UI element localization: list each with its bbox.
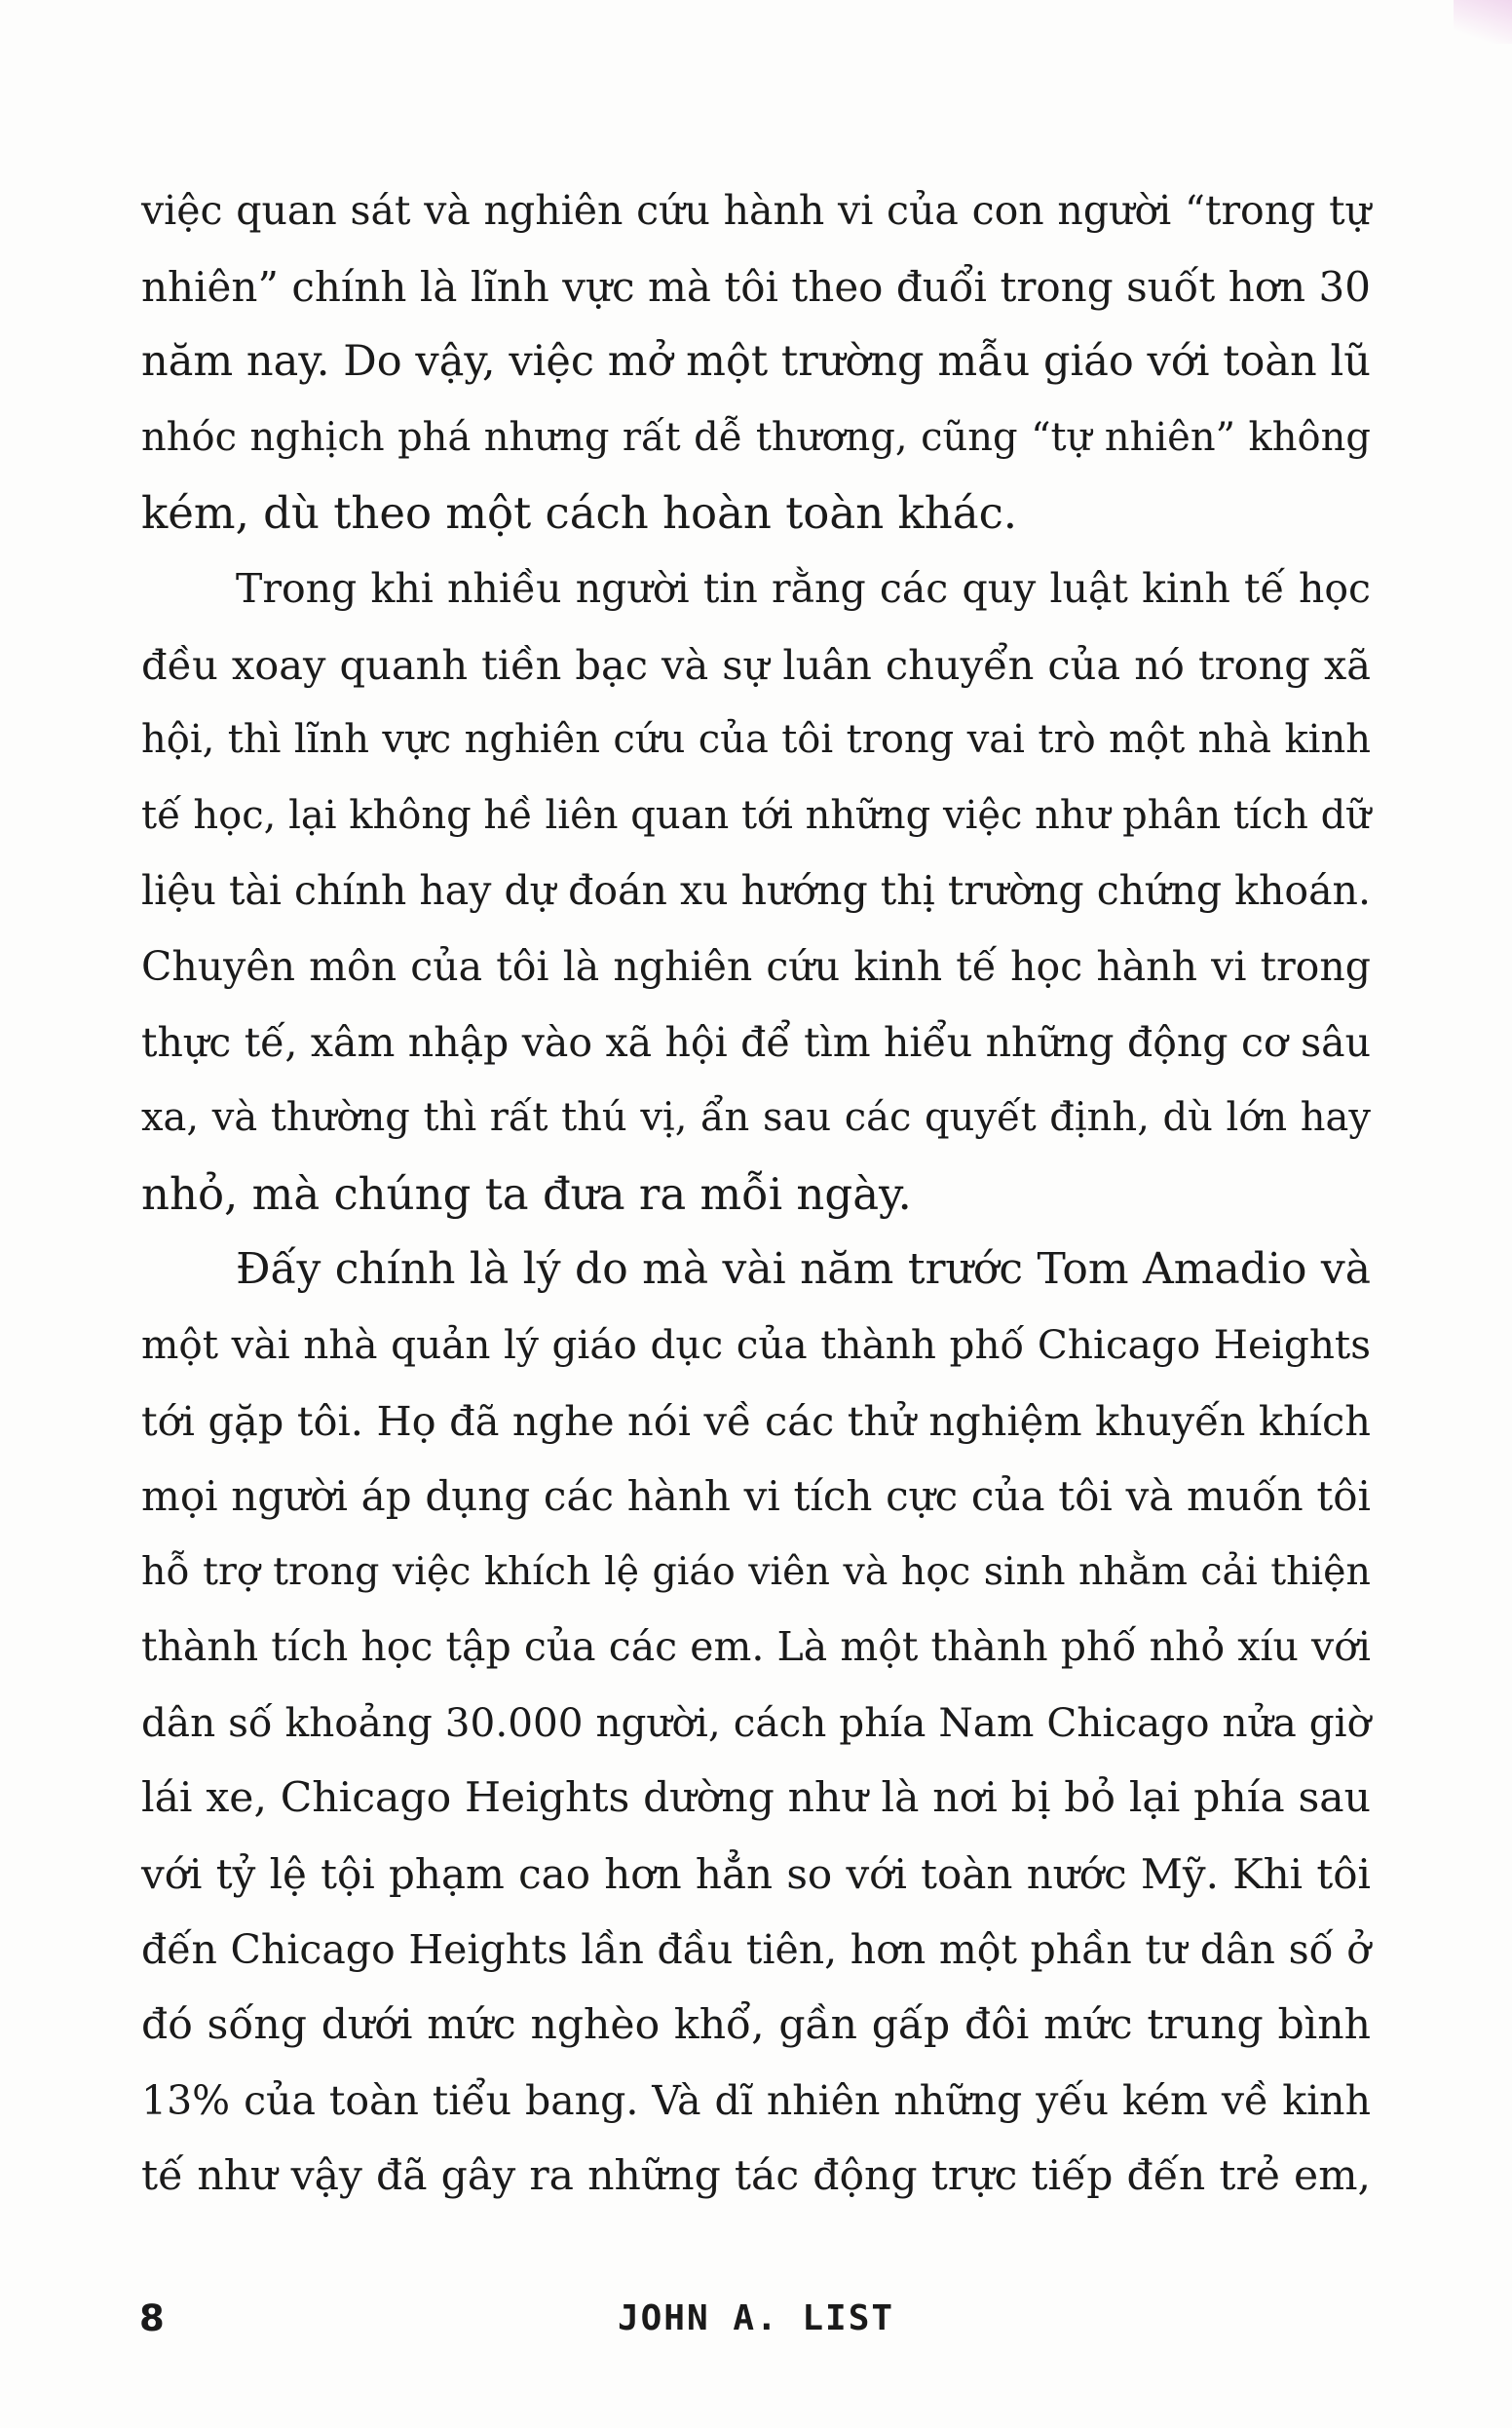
text-line: hội, thì lĩnh vực nghiên cứu của tôi trong vai trò một nhà kinh — [141, 717, 1371, 763]
text-line: thành tích học tập của các em. Là một thành phố nhỏ xíu với — [141, 1623, 1371, 1671]
page-footer — [0, 2290, 1512, 2348]
body-text — [141, 173, 1371, 2215]
text-line: Chuyên môn của tôi là nghiên cứu kinh tế học hành vi trong — [141, 942, 1371, 990]
text-line: hỗ trợ trong việc khích lệ giáo viên và học sinh nhằm cải thiện — [141, 1548, 1371, 1594]
text-line: đều xoay quanh tiền bạc và sự luân chuyển của nó trong xã — [141, 640, 1371, 689]
text-line: dân số khoảng 30.000 người, cách phía Nam Chicago nửa giờ — [141, 1698, 1371, 1746]
text-line: nhóc nghịch phá nhưng rất dễ thương, cũng “tự nhiên” không — [141, 414, 1371, 460]
text-line: Trong khi nhiều người tin rằng các quy luật kinh tế học — [236, 564, 1371, 612]
text-line: kém, dù theo một cách hoàn toàn khác. — [141, 487, 1018, 540]
page-corner-tint — [1454, 0, 1512, 44]
text-line: 13% của toàn tiểu bang. Và dĩ nhiên những yếu kém về kinh — [141, 2076, 1371, 2124]
text-line: với tỷ lệ tội phạm cao hơn hẳn so với toàn nước Mỹ. Khi tôi — [141, 1850, 1371, 1899]
text-line: Đấy chính là lý do mà vài năm trước Tom Amadio và — [236, 1244, 1371, 1295]
text-line: năm nay. Do vậy, việc mở một trường mẫu giáo với toàn lũ — [141, 337, 1371, 387]
text-line: thực tế, xâm nhập vào xã hội để tìm hiểu những động cơ sâu — [141, 1018, 1371, 1066]
text-line: nhiên” chính là lĩnh vực mà tôi theo đuổi trong suốt hơn 30 — [141, 262, 1371, 311]
text-line: nhỏ, mà chúng ta đưa ra mỗi ngày. — [141, 1167, 912, 1220]
text-line: đến Chicago Heights lần đầu tiên, hơn một phần tư dân số ở — [141, 1925, 1371, 1973]
text-line: xa, và thường thì rất thú vị, ẩn sau các quyết định, dù lớn hay — [141, 1095, 1371, 1141]
text-line: mọi người áp dụng các hành vi tích cực của tôi và muốn tôi — [141, 1472, 1371, 1521]
page-number: 8 — [139, 2297, 165, 2339]
text-line: lái xe, Chicago Heights dường như là nơi bị bỏ lại phía sau — [141, 1774, 1371, 1823]
text-line: đó sống dưới mức nghèo khổ, gần gấp đôi mức trung bình — [141, 2001, 1371, 2050]
text-line: tế học, lại không hề liên quan tới những việc như phân tích dữ — [141, 792, 1371, 838]
text-line: việc quan sát và nghiên cứu hành vi của con người “trong tự — [141, 187, 1371, 234]
running-head-author: JOHN A. LIST — [617, 2298, 895, 2338]
text-line: liệu tài chính hay dự đoán xu hướng thị trường chứng khoán. — [141, 867, 1371, 915]
text-line: một vài nhà quản lý giáo dục của thành phố Chicago Heights — [141, 1320, 1371, 1368]
text-line: tới gặp tôi. Họ đã nghe nói về các thử nghiệm khuyến khích — [141, 1396, 1371, 1445]
text-line: tế như vậy đã gây ra những tác động trực tiếp đến trẻ em, — [141, 2152, 1371, 2201]
